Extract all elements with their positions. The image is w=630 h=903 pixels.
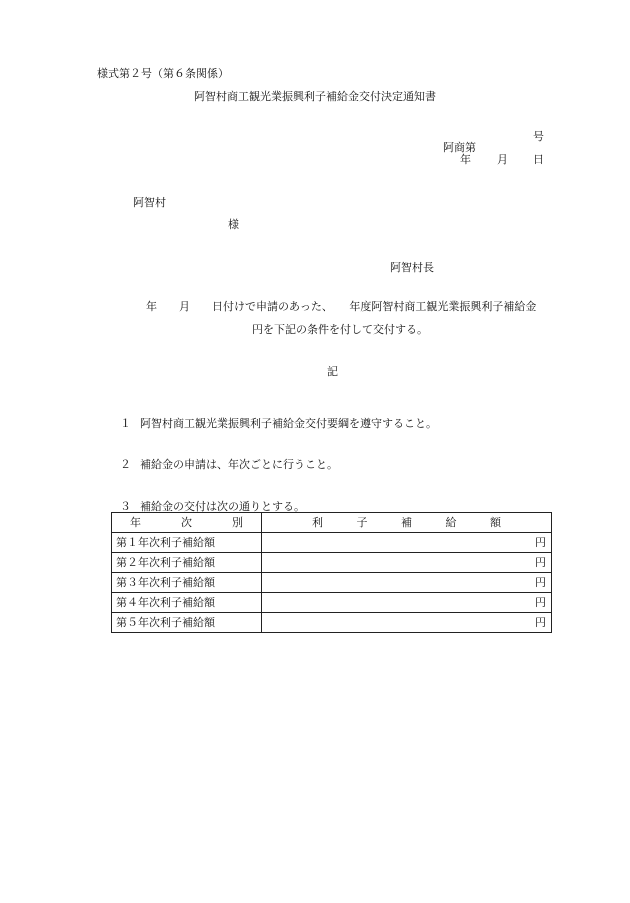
header-char: 利 [312,516,323,529]
addressee-honorific: 様 [228,218,239,231]
condition-number: ２ [120,458,131,471]
row-amount-unit: 円 [262,593,552,613]
ki-heading: 記 [327,365,338,378]
row-amount-unit: 円 [262,613,552,633]
condition-item [113,407,437,429]
table-header-row [112,513,552,533]
table-row [112,613,552,633]
row-label: 第１年次利子補給額 [112,533,262,553]
header-char: 補 [401,516,412,529]
condition-text: 補給金の申請は、年次ごとに行うこと。 [140,458,338,471]
table-row [112,553,552,573]
row-amount-unit: 円 [262,573,552,593]
row-label: 第２年次利子補給額 [112,553,262,573]
row-label: 第４年次利子補給額 [112,593,262,613]
date-month: 月 [497,153,508,166]
condition-text: 補給金の交付は次の通りとする。 [140,500,305,513]
date-day: 日 [533,153,544,166]
header-char: 年 [130,516,141,529]
reference-prefix: 阿商第 [443,141,476,154]
header-char: 子 [356,516,368,529]
addressee-name: 阿智村 [133,196,166,209]
condition-number: １ [120,417,131,430]
document-title: 阿智村商工観光業振興利子補給金交付決定通知書 [194,90,436,103]
sender-name: 阿智村長 [390,261,434,274]
header-char: 給 [445,516,457,529]
issue-date [460,154,544,198]
subsidy-schedule-table [111,512,552,633]
row-label: 第３年次利子補給額 [112,573,262,593]
row-amount-unit: 円 [262,553,552,573]
body-line-2: 円を下記の条件を付して交付する。 [252,323,428,336]
header-interest-amount [262,513,552,533]
header-char: 額 [490,516,501,529]
reference-suffix: 号 [533,130,544,143]
condition-item [113,490,305,512]
condition-item [113,448,338,470]
body-line-1: 年 月 日付けで申請のあった、 年度阿智村商工観光業振興利子補給金 [146,300,537,313]
header-char: 次 [181,516,192,529]
row-amount-unit: 円 [262,533,552,553]
date-year: 年 [460,153,471,166]
table-row [112,573,552,593]
table-row [112,593,552,613]
condition-text: 阿智村商工観光業振興利子補給金交付要綱を遵守すること。 [140,417,437,430]
row-label: 第５年次利子補給額 [112,613,262,633]
condition-number: ３ [120,500,131,513]
header-year-class [112,513,262,533]
form-number: 様式第２号（第６条関係） [97,67,229,80]
table-row [112,533,552,553]
header-char: 別 [232,516,243,529]
